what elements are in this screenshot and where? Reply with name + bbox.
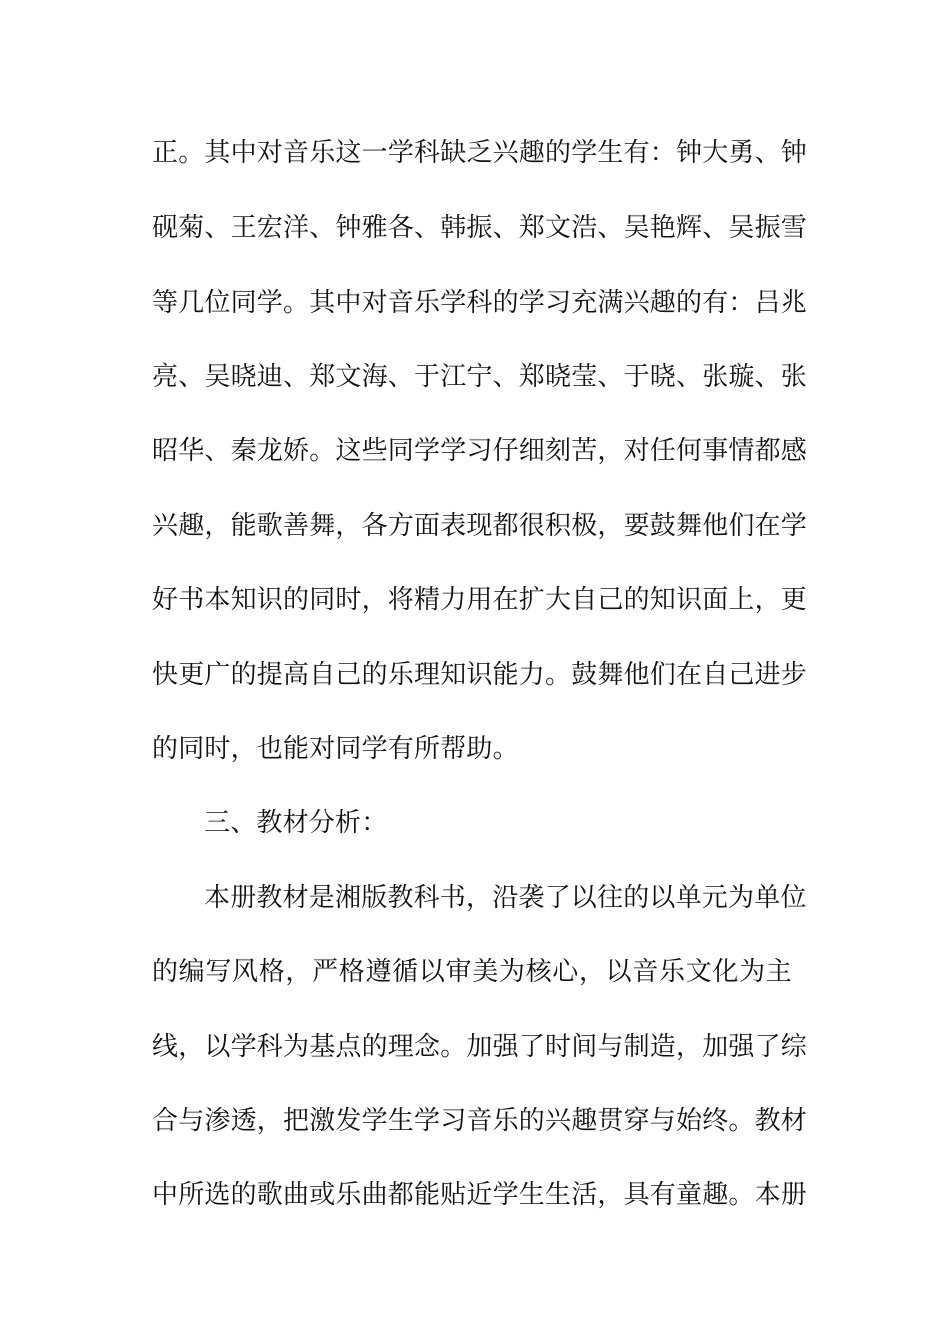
section-heading: 三、教材分析： [204, 808, 388, 838]
body-text-line: 的同时，也能对同学有所帮助。 [152, 734, 519, 764]
body-text-line: 正。其中对音乐这一学科缺乏兴趣的学生有：钟大勇、钟 [152, 138, 808, 168]
body-text-line: 等几位同学。其中对音乐学科的学习充满兴趣的有：吕兆 [152, 288, 808, 318]
body-text-line: 兴趣，能歌善舞，各方面表现都很积极，要鼓舞他们在学 [152, 511, 808, 541]
body-text-line: 好书本知识的同时，将精力用在扩大自己的知识面上，更 [152, 585, 808, 615]
body-text-line: 线，以学科为基点的理念。加强了时间与制造，加强了综 [152, 1032, 808, 1062]
body-text-line: 本册教材是湘版教科书，沿袭了以往的以单元为单位 [204, 883, 807, 913]
body-text-line: 中所选的歌曲或乐曲都能贴近学生生活，具有童趣。本册 [152, 1180, 808, 1210]
body-text-line: 的编写风格，严格遵循以审美为核心，以音乐文化为主 [152, 957, 792, 987]
body-text-line: 快更广的提高自己的乐理知识能力。鼓舞他们在自己进步 [152, 660, 808, 690]
body-text-line: 昭华、秦龙娇。这些同学学习仔细刻苦，对任何事情都感 [152, 436, 808, 466]
body-text-line: 砚菊、王宏洋、钟雅各、韩振、郑文浩、吴艳辉、吴振雪 [152, 213, 808, 243]
body-text-line: 合与渗透，把激发学生学习音乐的兴趣贯穿与始终。教材 [152, 1106, 808, 1136]
body-text-line: 亮、吴晓迪、郑文海、于江宁、郑晓莹、于晓、张璇、张 [152, 362, 808, 392]
